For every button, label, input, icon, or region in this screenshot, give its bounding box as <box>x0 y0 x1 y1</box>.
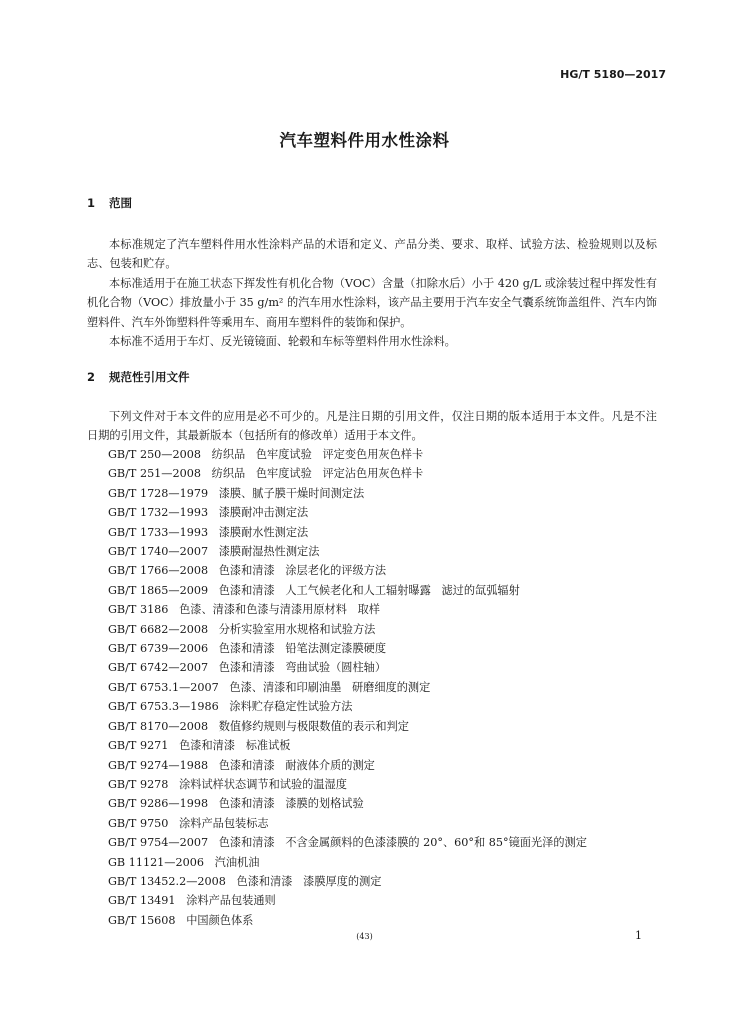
reference-item: GB/T 9278 涂料试样状态调节和试验的温湿度 <box>108 777 347 791</box>
section-2-heading <box>87 369 190 385</box>
normative-references-list <box>108 445 587 930</box>
section-1-number: 1 <box>87 196 96 210</box>
reference-item: GB/T 1766—2008 色漆和清漆 涂层老化的评级方法 <box>108 564 387 578</box>
section-2-number: 2 <box>87 370 96 384</box>
reference-item: GB 11121—2006 汽油机油 <box>108 855 260 869</box>
reference-item: GB/T 8170—2008 数值修约规则与极限数值的表示和判定 <box>108 719 409 733</box>
section-2-title: 规范性引用文件 <box>109 370 190 384</box>
document-title: 汽车塑料件用水性涂料 <box>279 131 450 150</box>
reference-item: GB/T 13491 涂料产品包装通则 <box>108 894 276 908</box>
reference-item: GB/T 9274—1988 色漆和清漆 耐液体介质的测定 <box>108 758 375 772</box>
reference-item: GB/T 1728—1979 漆膜、腻子膜干燥时间测定法 <box>108 486 365 500</box>
references-intro-paragraph: 下列文件对于本文件的应用是必不可少的。凡是注日期的引用文件，仅注日期的版本适用于本文件。凡是不注日期的引用文件，其最新版本（包括所有的修改单）适用于本文件。 <box>87 410 657 443</box>
section-1-title: 范围 <box>109 196 133 210</box>
standard-number: HG/T 5180—2017 <box>560 68 666 81</box>
section-2-intro <box>87 407 657 446</box>
reference-item: GB/T 6753.1—2007 色漆、清漆和印刷油墨 研磨细度的测定 <box>108 680 431 694</box>
reference-item: GB/T 251—2008 纺织品 色牢度试验 评定沾色用灰色样卡 <box>108 467 424 481</box>
reference-item: GB/T 9754—2007 色漆和清漆 不含金属颜料的色漆漆膜的 20°、60°和 85°镜面光泽的测定 <box>108 836 587 850</box>
reference-item: GB/T 9271 色漆和清漆 标准试板 <box>108 739 291 753</box>
reference-item: GB/T 6742—2007 色漆和清漆 弯曲试验（圆柱轴） <box>108 661 387 675</box>
scope-paragraph-1: 本标准规定了汽车塑料件用水性涂料产品的术语和定义、产品分类、要求、取样、试验方法、检验规则以及标志、包装和贮存。 <box>87 238 657 271</box>
page-number: 1 <box>635 929 642 942</box>
reference-item: GB/T 9286—1998 色漆和清漆 漆膜的划格试验 <box>108 797 364 811</box>
reference-item: GB/T 1865—2009 色漆和清漆 人工气候老化和人工辐射曝露 滤过的氙弧辐射 <box>108 583 520 597</box>
reference-item: GB/T 13452.2—2008 色漆和清漆 漆膜厚度的测定 <box>108 874 382 888</box>
reference-item: GB/T 1732—1993 漆膜耐冲击测定法 <box>108 506 309 520</box>
reference-item: GB/T 250—2008 纺织品 色牢度试验 评定变色用灰色样卡 <box>108 448 424 461</box>
reference-item: GB/T 6753.3—1986 涂料贮存稳定性试验方法 <box>108 700 353 714</box>
reference-item: GB/T 9750 涂料产品包装标志 <box>108 816 269 830</box>
section-1-body <box>87 235 657 351</box>
scope-paragraph-2: 本标准适用于在施工状态下挥发性有机化合物（VOC）含量（扣除水后）小于 420 g/L 或涂装过程中挥发性有机化合物（VOC）排放量小于 35 g/m² 的汽车用水性涂料，该产品主要用于汽车安全气囊系统饰盖组件、汽车内饰塑料件、汽车外饰塑料件等乘用车、商用车塑料件的装饰和保护。 <box>87 276 657 329</box>
reference-item: GB/T 1733—1993 漆膜耐水性测定法 <box>108 525 309 539</box>
reference-item: GB/T 3186 色漆、清漆和色漆与清漆用原材料 取样 <box>108 603 380 617</box>
reference-item: GB/T 6739—2006 色漆和清漆 铅笔法测定漆膜硬度 <box>108 642 387 656</box>
scope-paragraph-3: 本标准不适用于车灯、反光镜镜面、轮毂和车标等塑料件用水性涂料。 <box>109 335 456 349</box>
reference-item: GB/T 6682—2008 分析实验室用水规格和试验方法 <box>108 622 376 636</box>
reference-item: GB/T 15608 中国颜色体系 <box>108 913 254 927</box>
page-marker: (43) <box>356 932 373 941</box>
section-1-heading <box>87 195 132 211</box>
reference-item: GB/T 1740—2007 漆膜耐湿热性测定法 <box>108 545 320 559</box>
